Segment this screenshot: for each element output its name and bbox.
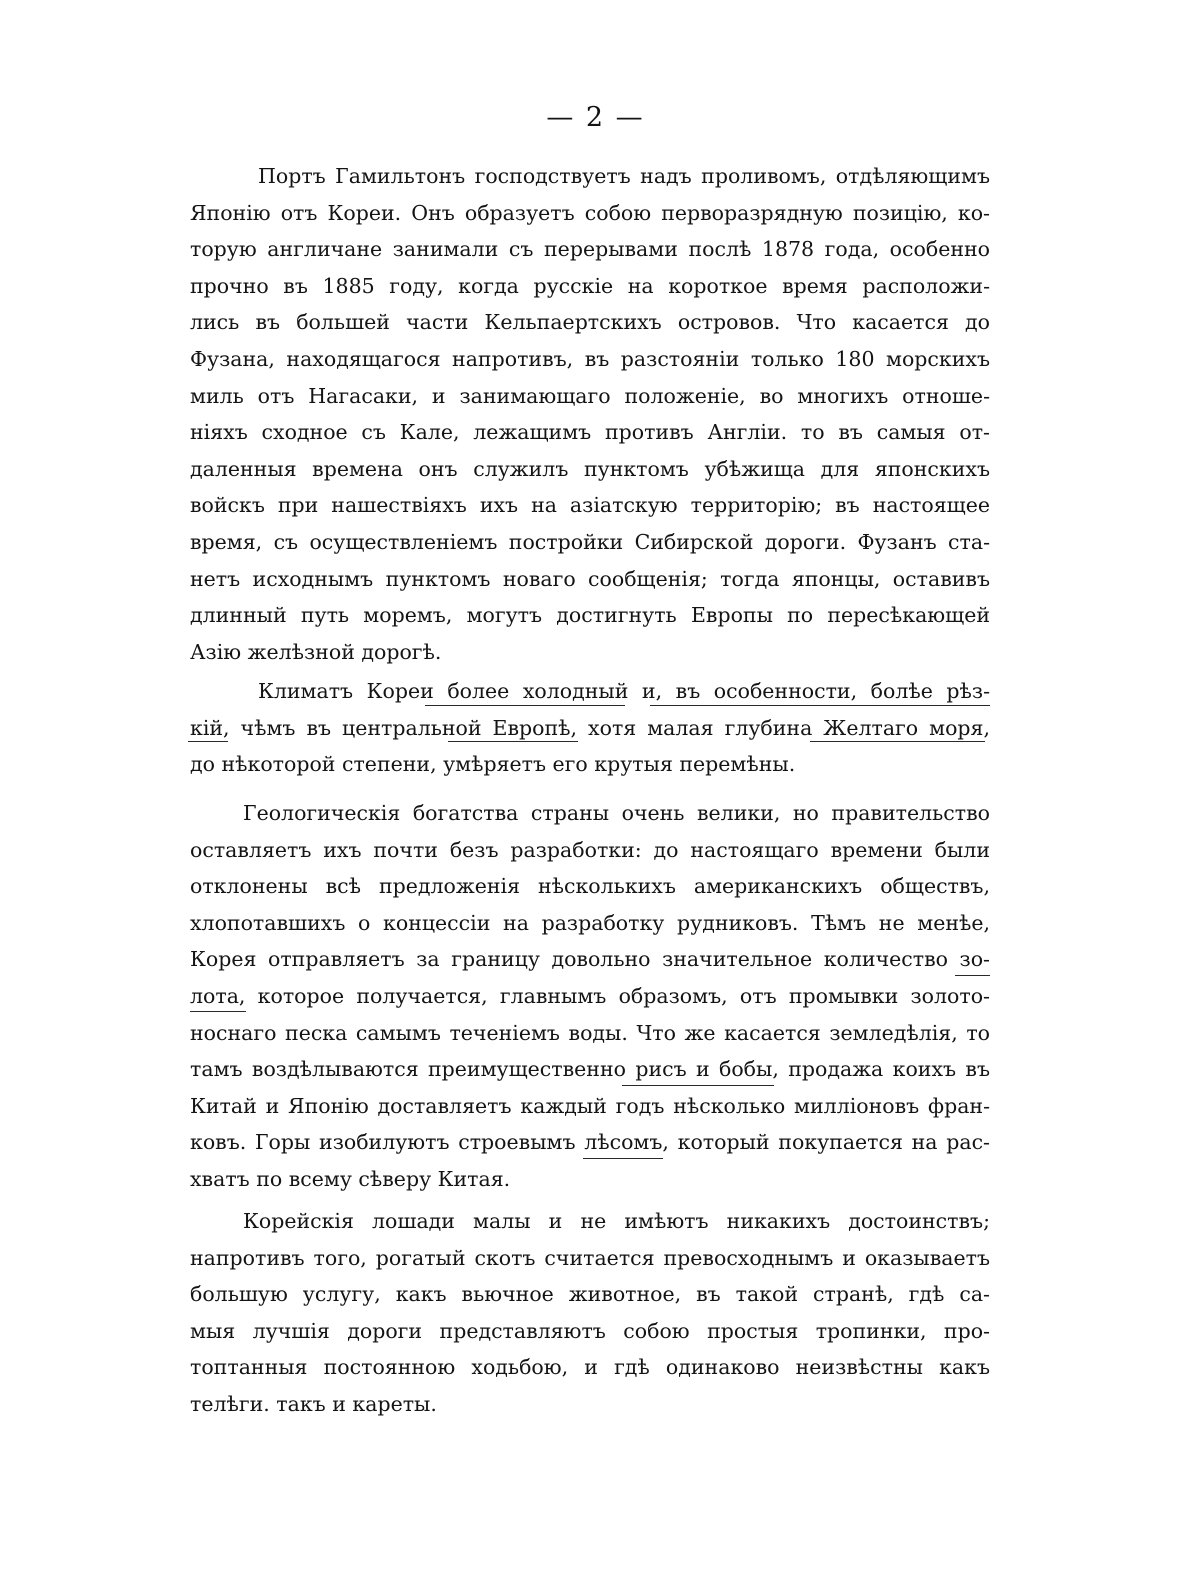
text-line: Азію желѣзной дорогѣ.	[190, 639, 442, 664]
paragraph-horses	[190, 1203, 990, 1423]
text-line: хлопотавшихъ о концессіи на разработку рудниковъ. Тѣмъ не менѣе,	[190, 910, 990, 935]
text-line: телѣги. такъ и кареты.	[190, 1391, 437, 1416]
text-line: нетъ исходнымъ пунктомъ новаго сообщенія; тогда японцы, оставивъ	[190, 566, 990, 591]
text-line: тамъ воздѣлываются преимущественно рисъ и бобы, продажа коихъ въ	[190, 1057, 990, 1082]
text-line: Климатъ Кореи более холодный и, въ особенности, болѣе рѣз-	[258, 679, 990, 703]
text-line: отклонены всѣ предложенія нѣсколькихъ американскихъ обществъ,	[190, 874, 990, 899]
text-line: миль отъ Нагасаки, и занимающаго положеніе, во многихъ отноше-	[190, 383, 990, 408]
pencil-underline-mark	[583, 1158, 663, 1159]
pencil-underline-mark	[622, 1085, 774, 1086]
text-line: до нѣкоторой степени, умѣряетъ его крутыя перемѣны.	[190, 752, 796, 777]
pencil-underline-mark	[425, 705, 625, 706]
text-line: носнаго песка самымъ теченіемъ воды. Что же касается земледѣлія, то	[190, 1020, 990, 1045]
pencil-underline-mark	[448, 741, 578, 742]
text-line: лота, которое получается, главнымъ образомъ, отъ промывки золото-	[190, 983, 990, 1008]
text-line: лись въ большей части Кельпаертскихъ островов. Что касается до	[190, 310, 990, 335]
text-line: Китай и Японію доставляетъ каждый годъ нѣсколько милліоновъ фран-	[190, 1093, 990, 1118]
text-line: большую услугу, какъ вьючное животное, въ такой странѣ, гдѣ са-	[190, 1282, 990, 1307]
text-line: Портъ Гамильтонъ господствуетъ надъ проливомъ, отдѣляющимъ	[258, 164, 990, 188]
pencil-underline-mark	[810, 741, 985, 742]
text-line: прочно въ 1885 году, когда русскіе на короткое время расположи-	[190, 273, 990, 298]
text-line: ніяхъ сходное съ Кале, лежащимъ противъ Англіи. то въ самыя от-	[190, 420, 990, 445]
text-line: топтанныя постоянною ходьбою, и гдѣ одинаково неизвѣстны какъ	[190, 1355, 990, 1380]
page-number: — 2 —	[546, 102, 645, 133]
pencil-underline-mark	[190, 1011, 246, 1012]
text-line: Корея отправляетъ за границу довольно значительное количество зо-	[190, 947, 990, 972]
text-line: длинный путь моремъ, могутъ достигнуть Европы по пересѣкающей	[190, 603, 990, 628]
pencil-underline-mark	[650, 705, 990, 706]
text-line: оставляетъ ихъ почти безъ разработки: до настоящаго времени были	[190, 837, 990, 862]
text-line: мыя лучшія дороги представляютъ собою простыя тропинки, про-	[190, 1318, 990, 1343]
text-line: торую англичане занимали съ перерывами послѣ 1878 года, особенно	[190, 237, 990, 262]
text-line: напротивъ того, рогатый скотъ считается превосходнымъ и оказываетъ	[190, 1245, 990, 1270]
paragraph-port-hamilton	[190, 158, 990, 670]
pencil-underline-mark	[188, 741, 228, 742]
text-line: хватъ по всему сѣверу Китая.	[190, 1166, 511, 1191]
text-line: Фузана, находящагося напротивъ, въ разстояніи только 180 морскихъ	[190, 346, 990, 371]
text-line: время, съ осуществленіемъ постройки Сибирской дороги. Фузанъ ста-	[190, 529, 990, 554]
text-line: Корейскія лошади малы и не имѣютъ никакихъ достоинствъ;	[243, 1209, 990, 1233]
text-line: Японію отъ Кореи. Онъ образуетъ собою перворазрядную позицію, ко-	[190, 200, 990, 225]
text-line: кій, чѣмъ въ центральной Европѣ, хотя малая глубина Желтаго моря,	[190, 715, 990, 740]
text-line: ковъ. Горы изобилуютъ строевымъ лѣсомъ, который покупается на рас-	[190, 1130, 990, 1155]
text-line: Геологическія богатства страны очень велики, но правительство	[243, 801, 990, 825]
pencil-underline-mark	[955, 975, 990, 976]
paragraph-climate	[190, 673, 990, 783]
text-line: даленныя времена онъ служилъ пунктомъ убѣжища для японскихъ	[190, 456, 990, 481]
paragraph-geology	[190, 795, 990, 1198]
text-line: войскъ при нашествіяхъ ихъ на азіатскую территорію; въ настоящее	[190, 493, 990, 518]
